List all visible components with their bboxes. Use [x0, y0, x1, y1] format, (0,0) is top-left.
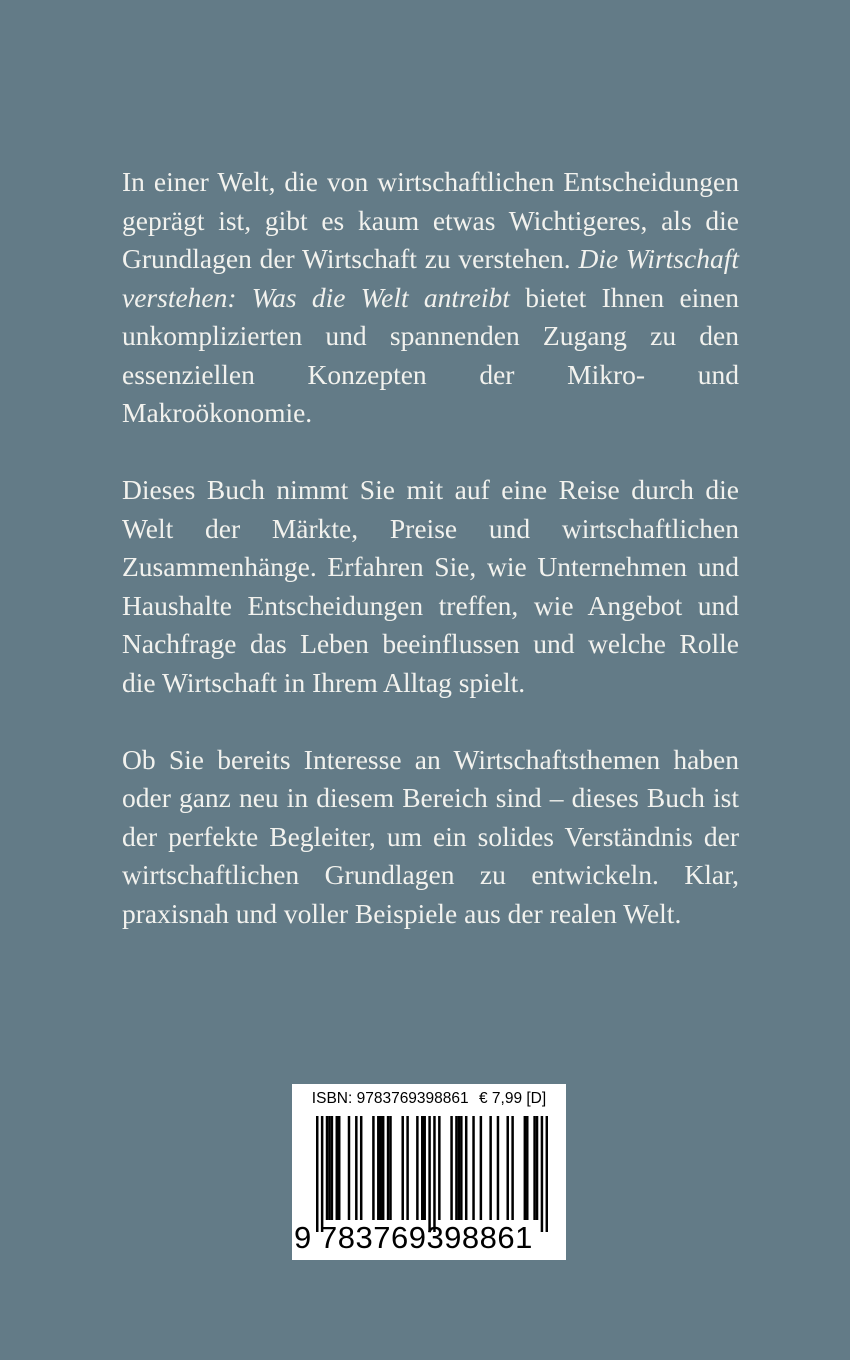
- barcode-bar: [524, 1116, 526, 1220]
- isbn-price-line: [292, 1090, 566, 1108]
- barcode-bar: [336, 1116, 338, 1220]
- barcode-bar: [338, 1116, 340, 1220]
- barcode-bar: [546, 1116, 548, 1232]
- barcode-bar: [387, 1116, 389, 1220]
- barcode-bar: [506, 1116, 508, 1220]
- barcode-bar: [316, 1116, 318, 1232]
- barcode-bar: [416, 1116, 418, 1220]
- barcode-bar: [428, 1116, 430, 1232]
- barcode-bar: [326, 1116, 328, 1220]
- barcode-bar: [465, 1116, 467, 1220]
- blurb-p1-rest: bietet Ihnen einen unkomplizierten und spannenden Zugang zu den essenziellen Konzepten der Mikro- und Makroökonomie.: [122, 281, 739, 428]
- barcode-bar: [421, 1116, 423, 1220]
- barcode-bar: [401, 1116, 403, 1220]
- barcode-bar: [382, 1116, 384, 1220]
- barcode-bar: [533, 1116, 535, 1220]
- barcode-bar: [379, 1116, 381, 1220]
- barcode-bar: [455, 1116, 457, 1220]
- barcode-bar: [541, 1116, 543, 1232]
- blurb-paragraph-2: Dieses Buch nimmt Sie mit auf eine Reise durch die Welt der Märkte, Preise und wirtschaftlichen Zusammenhänge. Erfahren Sie, wie Unternehmen und Haushalte Entscheidungen treffen, wie Angebot und Nachfrage das Leben beeinflussen und welche Rolle die Wirtschaft in Ihrem Alltag spielt.: [122, 474, 739, 698]
- price-label: € 7,99 [D]: [478, 1090, 547, 1107]
- blurb-p1-intro: In einer Welt, die von wirtschaftlichen Entscheidungen geprägt ist, gibt es kaum etwas Wichtigeres, als die Grundlagen der Wirtschaft zu verstehen.: [122, 166, 739, 274]
- barcode-bars: [316, 1116, 548, 1232]
- barcode-bar: [331, 1116, 333, 1220]
- barcode-bar: [406, 1116, 408, 1220]
- barcode-bar: [433, 1116, 435, 1232]
- barcode-bar: [348, 1116, 350, 1220]
- barcode-bar: [389, 1116, 391, 1220]
- barcode-digits: [294, 1221, 564, 1255]
- back-cover-blurb: [122, 163, 739, 933]
- barcode-bar: [489, 1116, 491, 1220]
- blurb-paragraph-3: Ob Sie bereits Interesse an Wirtschaftsthemen haben oder ganz neu in diesem Bereich sind – dieses Buch ist der perfekte Begleiter, um ein solides Verständnis der wirtschaftlichen Grundlagen zu entwickeln. Klar, praxisnah und voller Beispiele aus der realen Welt.: [122, 743, 739, 929]
- barcode-lead-digit: 9: [294, 1220, 312, 1255]
- barcode-bar: [450, 1116, 452, 1220]
- barcode-bar: [355, 1116, 357, 1220]
- barcode-bar: [458, 1116, 460, 1220]
- blurb-paragraph-1: [122, 163, 739, 433]
- barcode-bar: [472, 1116, 474, 1220]
- barcode-bar: [460, 1116, 462, 1220]
- barcode-bar: [511, 1116, 513, 1220]
- barcode-bar: [497, 1116, 499, 1220]
- barcode-bar: [321, 1116, 323, 1232]
- barcode-bar: [526, 1116, 528, 1220]
- isbn-barcode-box: [292, 1084, 566, 1260]
- isbn-label: ISBN: 9783769398861: [311, 1090, 469, 1107]
- barcode-bar: [372, 1116, 374, 1220]
- barcode-bar: [328, 1116, 330, 1220]
- barcode-bar: [480, 1116, 482, 1220]
- barcode-bar: [360, 1116, 362, 1220]
- barcode-digit-groups: 783769398861: [320, 1220, 533, 1255]
- barcode-bar: [438, 1116, 440, 1220]
- barcode-bar: [423, 1116, 425, 1220]
- barcode-bar: [377, 1116, 379, 1220]
- book-title-italic: Die Wirtschaft verstehen: Was die Welt antreibt: [122, 243, 739, 313]
- barcode-bar: [536, 1116, 538, 1220]
